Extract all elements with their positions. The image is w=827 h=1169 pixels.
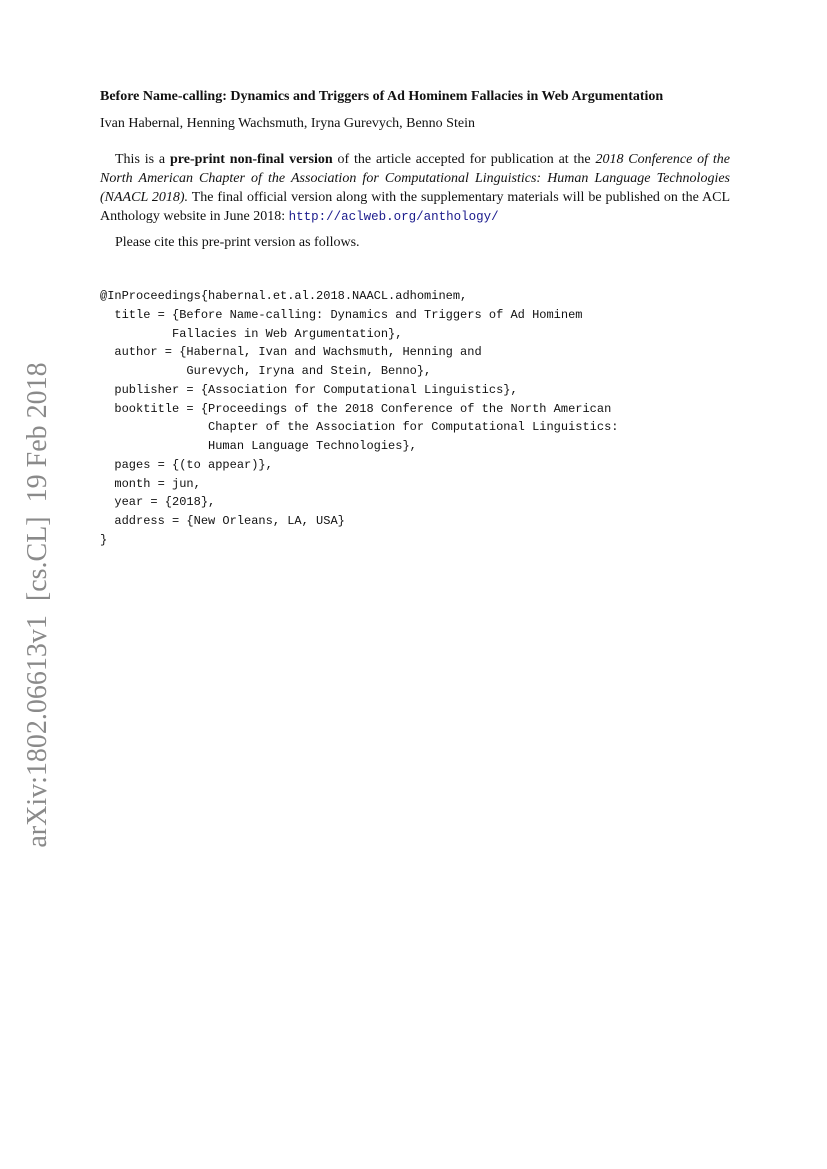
bibtex-line: @InProceedings{habernal.et.al.2018.NAACL.adhominem, <box>100 289 468 303</box>
bibtex-line: Chapter of the Association for Computational Linguistics: <box>100 420 619 435</box>
notice-text: The final official version along with the supplementary materials will be published on the ACL Anthology website in June 2018: <box>100 190 730 224</box>
arxiv-stamp: arXiv:1802.06613v1 [cs.CL] 19 Feb 2018 <box>22 362 53 848</box>
bibtex-line: month = jun, <box>100 476 201 491</box>
paper-title: Before Name-calling: Dynamics and Triggers of Ad Hominem Fallacies in Web Argumentation <box>100 89 664 104</box>
notice-text: of the article accepted for publication at the <box>332 152 596 167</box>
notice-text: This is a <box>115 152 170 167</box>
conference-name: 2018 Conference of the North American Chapter of the Association for Computational Linguistics: Human Language Technologies (NAACL 2018). <box>100 152 731 205</box>
anthology-link[interactable]: http://aclweb.org/anthology/ <box>288 210 499 224</box>
preprint-notice <box>100 150 730 227</box>
notice-bold: pre-print non-final version <box>169 152 333 167</box>
cite-intro: Please cite this pre-print version as follows. <box>115 235 360 250</box>
bibtex-line: Fallacies in Web Argumentation}, <box>100 326 403 341</box>
bibtex-line: publisher = {Association for Computational Linguistics}, <box>100 382 518 397</box>
bibtex-block <box>100 287 618 550</box>
bibtex-line: booktitle = {Proceedings of the 2018 Conference of the North American <box>100 401 612 416</box>
bibtex-line: author = {Habernal, Ivan and Wachsmuth, Henning and <box>100 345 482 360</box>
bibtex-line: address = {New Orleans, LA, USA} <box>100 514 345 528</box>
bibtex-line: year = {2018}, <box>100 495 216 510</box>
bibtex-line: title = {Before Name-calling: Dynamics and Triggers of Ad Hominem <box>100 307 583 322</box>
bibtex-line: pages = {(to appear)}, <box>100 457 273 472</box>
bibtex-line: } <box>100 532 108 547</box>
bibtex-line: Gurevych, Iryna and Stein, Benno}, <box>100 364 432 378</box>
bibtex-line: Human Language Technologies}, <box>100 439 417 453</box>
paper-authors: Ivan Habernal, Henning Wachsmuth, Iryna Gurevych, Benno Stein <box>100 116 475 131</box>
